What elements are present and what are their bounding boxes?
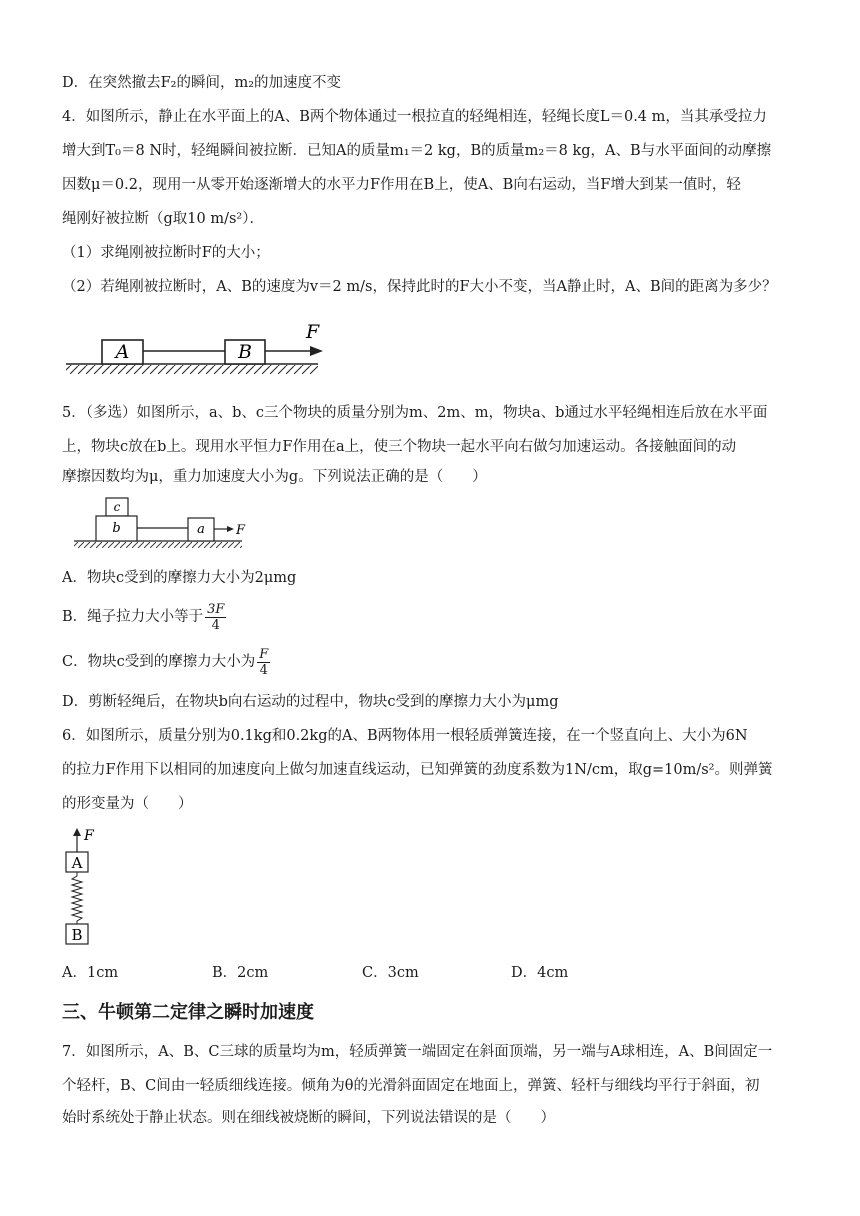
q5-figure — [72, 494, 252, 552]
force-label: F — [236, 523, 246, 538]
q4-subquestion-2: （2）若绳刚被拉断时，A、B的速度为v＝2 m/s，保持此时的F大小不变，当A静止时，A、B间的距离为多少？ — [62, 279, 777, 295]
fraction-numerator: F — [259, 646, 269, 662]
q5-option-c-fraction — [257, 647, 270, 678]
fraction-numerator: 3F — [207, 601, 225, 617]
q5-option-b-fraction — [205, 602, 226, 633]
ground-hatch — [74, 542, 242, 548]
block-b-label: B — [238, 341, 252, 363]
fraction-denominator: 4 — [211, 617, 220, 633]
q5-option-c — [62, 646, 798, 678]
q7-text-line-1: 7．如图所示，A、B、C三球的质量均为m，轻质弹簧一端固定在斜面顶端，另一端与A球相连，A、B间固定一 — [62, 1044, 773, 1060]
q5-option-d: D．剪断轻绳后，在物块b向右运动的过程中，物块c受到的摩擦力大小为μmg — [62, 694, 559, 710]
q4-subquestion-1: （1）求绳刚被拉断时F的大小； — [62, 245, 270, 261]
q7-text-line-2: 个轻杆，B、C间由一轻质细线连接。倾角为θ的光滑斜面固定在地面上，弹簧、轻杆与细线均平行于斜面，初 — [62, 1078, 760, 1094]
q3-option-d: D．在突然撤去F₂的瞬间，m₂的加速度不变 — [62, 75, 342, 91]
block-b-label: B — [71, 926, 83, 944]
q5-option-b — [62, 601, 798, 633]
block-a-label: A — [115, 341, 130, 363]
q4-text-line-3: 因数μ＝0.2，现用一从零开始逐渐增大的水平力F作用在B上，使A、B向右运动，当F增大到某一值时，轻 — [62, 177, 741, 193]
fraction-denominator: 4 — [259, 662, 268, 678]
force-label: F — [84, 828, 94, 844]
q6-text-line-1: 6．如图所示，质量分别为0.1kg和0.2kg的A、B两物体用一根轻质弹簧连接，在一个竖直向上、大小为6N — [62, 728, 748, 744]
q6-option-a: A．1cm — [62, 965, 119, 981]
block-c-label: c — [113, 500, 121, 514]
ground-hatch — [66, 365, 318, 374]
q6-text-line-3: 的形变量为（ ） — [62, 796, 193, 812]
q4-text-line-1: 4．如图所示，静止在水平面上的A、B两个物体通过一根拉直的轻绳相连，轻绳长度L＝0.4 m，当其承受拉力 — [62, 109, 767, 125]
q5-option-a: A．物块c受到的摩擦力大小为2μmg — [62, 570, 297, 586]
block-b-label: b — [112, 521, 121, 536]
block-a-label: A — [71, 854, 83, 872]
force-arrowhead — [227, 526, 234, 532]
q4-text-line-4: 绳刚好被拉断（g取10 m/s²）． — [62, 211, 264, 227]
block-a-label: a — [197, 522, 205, 537]
q5-text-line-2: 上，物块c放在b上。现用水平恒力F作用在a上，使三个物块一起水平向右做匀加速运动。各接触面间的动 — [62, 439, 737, 455]
q5-text-line-3: 摩擦因数均为μ，重力加速度大小为g。下列说法正确的是（ ） — [62, 469, 487, 485]
q6-option-c: C．3cm — [362, 965, 419, 981]
force-label: F — [306, 321, 320, 343]
spring — [72, 872, 82, 924]
q4-figure — [62, 318, 332, 380]
q5-option-b-text: B．绳子拉力大小等于 — [62, 609, 204, 625]
section-heading: 三、牛顿第二定律之瞬时加速度 — [62, 1002, 314, 1023]
force-arrowhead — [310, 346, 323, 356]
q5-option-c-text: C．物块c受到的摩擦力大小为 — [62, 654, 256, 670]
q6-figure — [60, 826, 110, 948]
q6-text-line-2: 的拉力F作用下以相同的加速度向上做匀加速直线运动，已知弹簧的劲度系数为1N/cm，取g=10m/s²。则弹簧 — [62, 762, 773, 778]
q7-text-line-3: 始时系统处于静止状态。则在细线被烧断的瞬间，下列说法错误的是（ ） — [62, 1110, 555, 1126]
q6-option-b: B．2cm — [212, 965, 269, 981]
force-arrowhead — [73, 828, 81, 836]
q4-text-line-2: 增大到T₀＝8 N时，轻绳瞬间被拉断．已知A的质量m₁＝2 kg，B的质量m₂＝8 kg，A、B与水平面间的动摩擦 — [62, 143, 772, 159]
q5-text-line-1: 5．（多选）如图所示，a、b、c三个物块的质量分别为m、2m、m，物块a、b通过水平轻绳相连后放在水平面 — [62, 405, 768, 421]
q6-option-d: D．4cm — [511, 965, 569, 981]
